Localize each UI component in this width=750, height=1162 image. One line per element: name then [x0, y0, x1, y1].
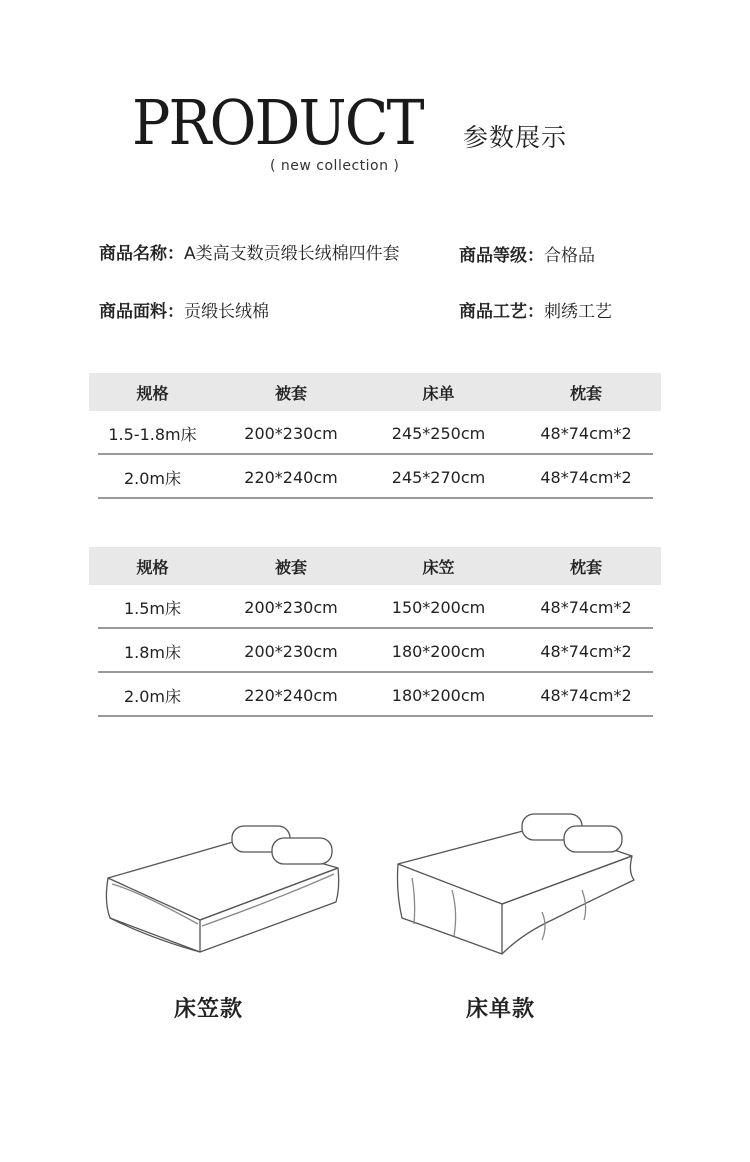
- spec-key: 商品等级：: [459, 246, 544, 266]
- header-cell: 枕套: [569, 383, 602, 403]
- header-cell: 规格: [136, 557, 169, 577]
- header-cell: 床单: [422, 383, 455, 403]
- size-table-fitted-sheet: [89, 547, 661, 717]
- header-cell: 枕套: [569, 557, 602, 577]
- spec-value: 刺绣工艺: [544, 302, 612, 322]
- spec-key: 商品工艺：: [459, 302, 544, 322]
- table-cell: 200*230cm: [244, 423, 338, 443]
- spec-fabric: [99, 297, 269, 322]
- size-table-flat-sheet: [89, 373, 661, 499]
- table-row: [89, 455, 661, 499]
- header-cell: 被套: [274, 557, 307, 577]
- spec-key: 商品面料：: [99, 302, 184, 322]
- spec-grade: [459, 241, 595, 266]
- spec-craft: [459, 297, 612, 322]
- table-cell: 2.0m床: [123, 686, 182, 706]
- table-cell: 220*240cm: [244, 685, 338, 705]
- section-title: 参数展示: [463, 123, 568, 152]
- header-cell: 规格: [136, 383, 169, 403]
- table-cell: 200*230cm: [244, 641, 338, 661]
- page-subtitle: ( new collection ): [270, 158, 400, 174]
- table-cell: 48*74cm*2: [540, 685, 632, 705]
- table-cell: 150*200cm: [391, 597, 486, 617]
- table-header: [89, 547, 661, 585]
- table-cell: 180*200cm: [391, 641, 486, 661]
- table-row: [89, 629, 661, 673]
- flat-sheet-label: 床单款: [466, 997, 536, 1022]
- spec-name: [99, 239, 400, 264]
- header-cell: 被套: [274, 383, 307, 403]
- table-row: [89, 673, 661, 717]
- table-cell: 48*74cm*2: [540, 423, 632, 443]
- table-cell: 1.5-1.8m床: [108, 424, 197, 444]
- table-cell: 2.0m床: [123, 468, 182, 488]
- spec-key: 商品名称：: [99, 244, 184, 264]
- flat-sheet-bed-illustration: [392, 808, 642, 960]
- table-cell: 48*74cm*2: [540, 467, 632, 487]
- table-cell: 220*240cm: [244, 467, 338, 487]
- table-cell: 245*270cm: [391, 467, 486, 487]
- table-cell: 1.8m床: [123, 642, 182, 662]
- fitted-sheet-label: 床笠款: [174, 997, 244, 1022]
- fitted-sheet-bed-illustration: [100, 820, 350, 960]
- page-title: PRODUCT: [132, 86, 423, 159]
- table-row: [89, 411, 661, 455]
- table-cell: 48*74cm*2: [540, 597, 632, 617]
- table-header: [89, 373, 661, 411]
- spec-value: 贡缎长绒棉: [184, 302, 269, 322]
- header-cell: 床笠: [422, 557, 455, 577]
- table-cell: 1.5m床: [123, 598, 182, 618]
- table-cell: 180*200cm: [391, 685, 486, 705]
- table-cell: 200*230cm: [244, 597, 338, 617]
- table-row: [89, 585, 661, 629]
- spec-value: 合格品: [544, 246, 595, 266]
- table-cell: 245*250cm: [391, 423, 486, 443]
- spec-value: A类高支数贡缎长绒棉四件套: [184, 244, 400, 264]
- table-cell: 48*74cm*2: [540, 641, 632, 661]
